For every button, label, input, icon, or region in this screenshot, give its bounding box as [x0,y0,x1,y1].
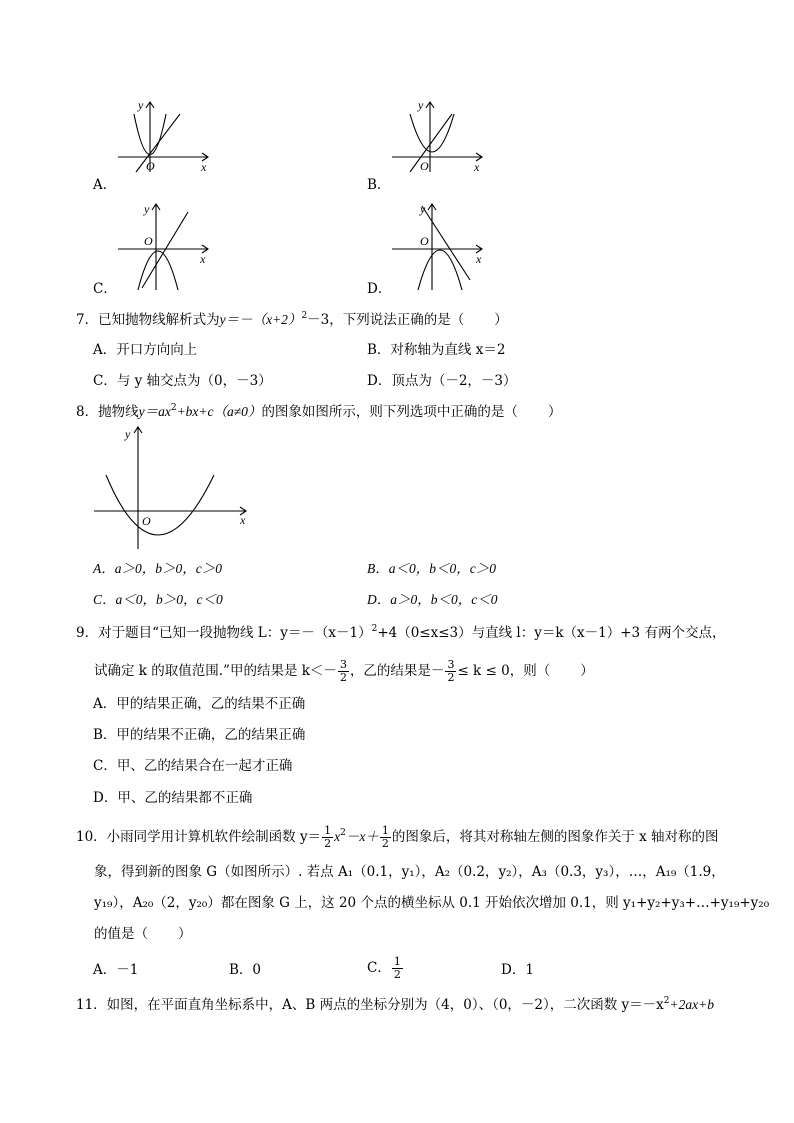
svg-text:x: x [200,252,206,266]
q7-close-paren: ） [494,312,508,328]
q10-option-b[interactable]: B．0 [229,962,262,978]
q10-var-x: x [334,829,341,844]
q10-stem-line2: 象，得到新的图象 G（如图所示）. 若点 A₁（0.1，y₁），A₂（0.2，y₂），A₃（0.3，y₃），…，A₁₉（1.9， [94,864,725,880]
svg-text:x: x [476,252,482,266]
q7-option-d[interactable]: D．顶点为（－2，－3） [367,373,517,389]
q7-stem-tail: －3，下列说法正确的是（ [307,312,465,328]
q10-text-1: 10．小雨同学用计算机软件绘制函数 y＝ [76,829,322,845]
q10-close-paren: ） [178,926,192,942]
q8-exponent: 2 [170,403,177,413]
svg-text:x: x [474,160,480,174]
q10-option-d[interactable]: D．1 [501,962,534,978]
q8-close-paren: ） [547,404,562,420]
q7-equation: y＝－（x+2） [219,312,302,327]
q7-number: 7． [76,312,99,328]
q9-text-1: 9．对于题目“已知一段抛物线 L：y＝－（x－1） [76,625,372,641]
q9-option-b[interactable]: B．甲的结果不正确，乙的结果正确 [93,727,306,743]
q7-option-b[interactable]: B．对称轴为直线 x＝2 [367,342,506,358]
q9-text-5: ≤ k ≤ 0，则（ [457,663,551,679]
q9-text-2: +4（0≤x≤3）与直线 l：y＝k（x－1）+3 有两个交点， [377,625,726,641]
q11-text-2: +2ax+b [669,997,714,1012]
q10-exponent: 2 [340,828,346,838]
q9-text-4: ，乙的结果是－ [349,663,445,679]
q8-option-b[interactable]: B．a＜0，b＜0，c＞0 [367,561,496,576]
q8-equation-b: +bx+c（a≠0） [176,404,262,419]
q8-stem [76,403,561,423]
svg-text:O: O [420,159,429,173]
graph-option-b [392,100,484,172]
q11-stem-line1 [76,996,714,1016]
graph-option-a [118,100,210,172]
svg-text:O: O [142,514,151,528]
q8-option-d[interactable]: D．a＞0，b＜0，c＜0 [367,592,498,607]
q10-option-c-label: C． [367,960,391,976]
q9-option-d[interactable]: D．甲、乙的结果都不正确 [93,790,253,806]
q10-text-4: 的值是（ [94,926,148,942]
q9-stem-line1 [76,624,725,644]
svg-text:x: x [201,160,207,174]
q9-fraction-1: $\frac{3}{2}$ [339,658,347,684]
q7-exponent: 2 [301,311,308,321]
q9-option-a[interactable]: A．甲的结果正确，乙的结果不正确 [93,696,306,712]
svg-text:O: O [144,234,153,248]
option-a-label[interactable]: A． [93,177,117,193]
q8-number: 8． [76,404,99,420]
graph-option-d [392,202,484,292]
q10-text-2: －x＋ [345,829,379,844]
q8-option-c[interactable]: C．a＜0，b＞0，c＜0 [93,592,223,607]
svg-text:y: y [420,202,426,216]
q9-text-3: 试确定 k 的取值范围.”甲的结果是 k＜－ [94,663,337,679]
svg-text:x: x [240,513,246,527]
q10-fraction-2: $\frac{1}{2}$ [381,824,389,850]
q11-exponent: 2 [663,996,670,1006]
q8-equation-a: y＝ax [138,404,171,419]
svg-text:y: y [144,202,150,216]
option-b-label[interactable]: B． [367,177,391,193]
q8-parabola-graph [94,425,254,550]
q10-fraction-1: $\frac{1}{2}$ [324,824,332,850]
option-d-label[interactable]: D． [367,281,392,297]
svg-text:y: y [418,98,424,112]
q10-option-c[interactable] [367,954,404,982]
q10-option-c-fraction: $\frac{1}{2}$ [393,955,401,981]
option-c-label[interactable]: C． [93,281,117,297]
q11-text-1: 11．如图，在平面直角坐标系中，A、B 两点的坐标分别为（4，0）、（0，－2），二次函数 y＝－x [76,997,664,1013]
q8-stem-tail: 的图象如图所示，则下列选项中正确的是（ [261,404,518,420]
svg-text:O: O [146,159,155,173]
q7-option-a[interactable]: A．开口方向向上 [93,342,198,358]
q7-stem [76,311,508,331]
q8-option-a[interactable]: A．a＞0，b＞0，c＞0 [93,561,222,576]
q8-stem-text: 抛物线 [98,404,139,420]
q10-stem-line4 [94,925,192,943]
q9-stem-line2 [94,657,594,685]
q10-text-3: 的图象后，将其对称轴左侧的图象作关于 x 轴对称的图 [391,829,719,845]
q9-exponent: 2 [371,624,378,634]
q9-close-paren: ） [580,663,594,679]
q7-option-c[interactable]: C．与 y 轴交点为（0，－3） [93,373,272,389]
svg-text:y: y [125,427,131,441]
svg-text:y: y [138,98,144,112]
q9-fraction-2: $\frac{3}{2}$ [447,658,455,684]
q10-stem-line3: y₁₉），A₂₀（2，y₂₀）都在图象 G 上，这 20 个点的横坐标从 0.1 开始依次增加 0.1，则 y₁+y₂+y₃+…+y₁₉+y₂₀ [94,895,770,911]
q9-option-c[interactable]: C．甲、乙的结果合在一起才正确 [93,758,293,774]
svg-text:O: O [420,234,429,248]
q7-stem-text: 已知抛物线解析式为 [98,312,220,328]
graph-option-c [118,202,210,292]
q10-option-a[interactable]: A．－1 [93,962,139,978]
q10-stem-line1 [76,823,719,853]
